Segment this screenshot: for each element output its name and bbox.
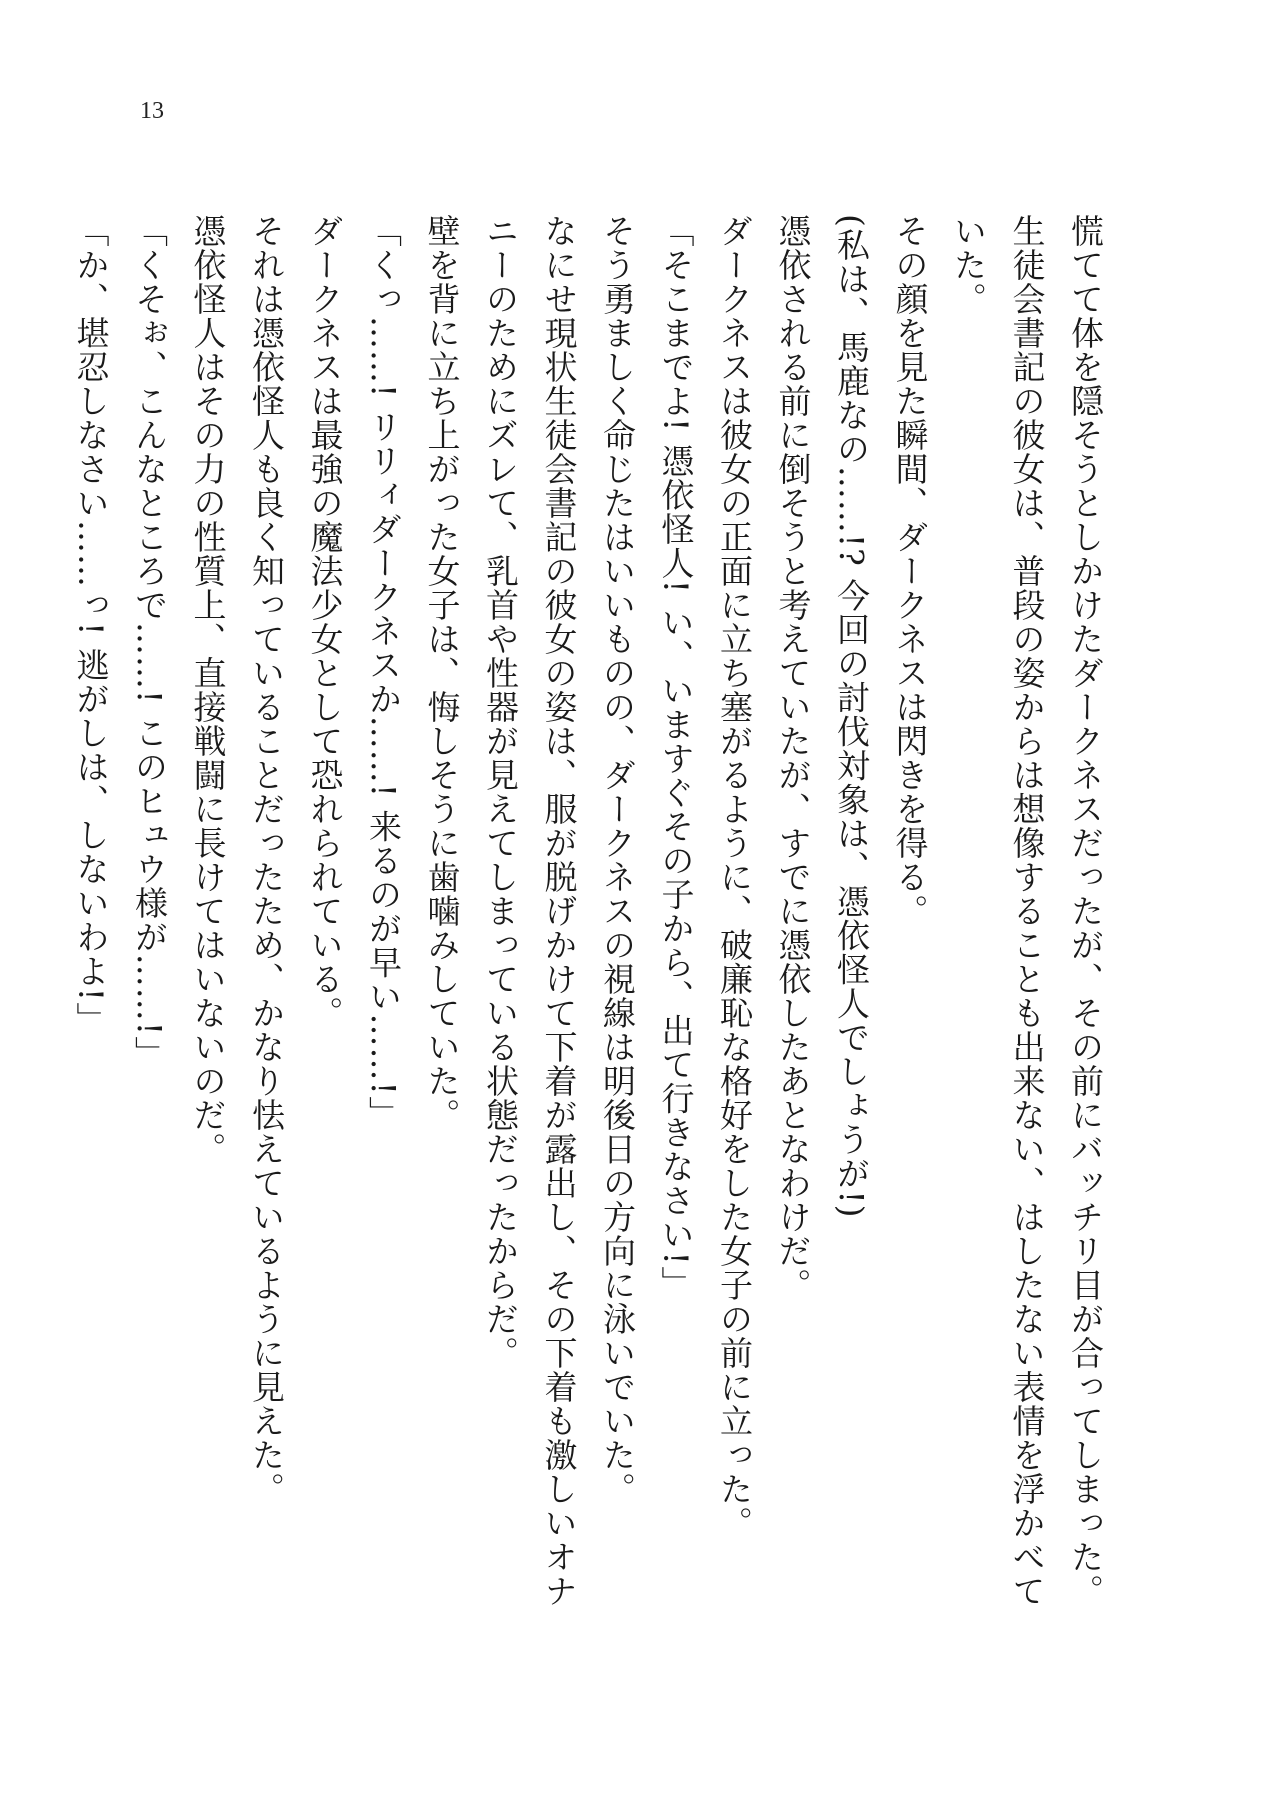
paragraph: 「くそぉ、こんなところで……! このヒュウ様が……!」 [130,214,169,1071]
paragraph: ダークネスは彼女の正面に立ち塞がるように、破廉恥な格好をした女子の前に立った。 [715,214,754,1540]
paragraph: 憑依される前に倒そうと考えていたが、すでに憑依したあとなわけだ。 [773,214,813,1302]
paragraph: そう勇ましく命じたはいいものの、ダークネスの視線は明後日の方向に泳いでいた。 [598,214,637,1506]
paragraph: 生徒会書記の彼女は、普段の姿からは想像することも出来ない、はしたない表情を浮かべていた。 [949,214,1047,1608]
paragraph: ダークネスは最強の魔法少女として恐れられている。 [305,214,345,1030]
page-number: 13 [140,98,164,124]
paragraph: それは憑依怪人も良く知っていることだったため、かなり怯えているように見えた。 [247,214,286,1506]
paragraph: なにせ現状生徒会書記の彼女の姿は、服が脱げかけて下着が露出し、その下着も激しいオナニーのためにズレて、乳首や性器が見えてしまっている状態だったからだ。 [481,214,579,1608]
paragraph: 「か、堪忍しなさい……っ! 逃がしは、しないわよ!」 [71,214,111,1037]
paragraph: 慌てて体を隠そうとしかけたダークネスだったが、その前にバッチリ目が合ってしまった。 [1066,214,1105,1608]
paragraph: (私は、馬鹿なの……!? 今回の討伐対象は、憑依怪人でしょうが!) [832,214,871,1219]
paragraph: 「そこまでよ! 憑依怪人! い、いますぐその子から、出て行きなさい!」 [656,214,696,1300]
paragraph: 壁を背に立ち上がった女子は、悔しそうに歯噛みしていた。 [422,214,462,1132]
novel-body-text [61,214,1114,1634]
paragraph: 「くっ……! リリィダークネスか……! 来るのが早い……!」 [364,214,403,1130]
paragraph: その顔を見た瞬間、ダークネスは閃きを得る。 [890,214,930,928]
paragraph: 憑依怪人はその力の性質上、直接戦闘に長けてはいないのだ。 [188,214,228,1166]
